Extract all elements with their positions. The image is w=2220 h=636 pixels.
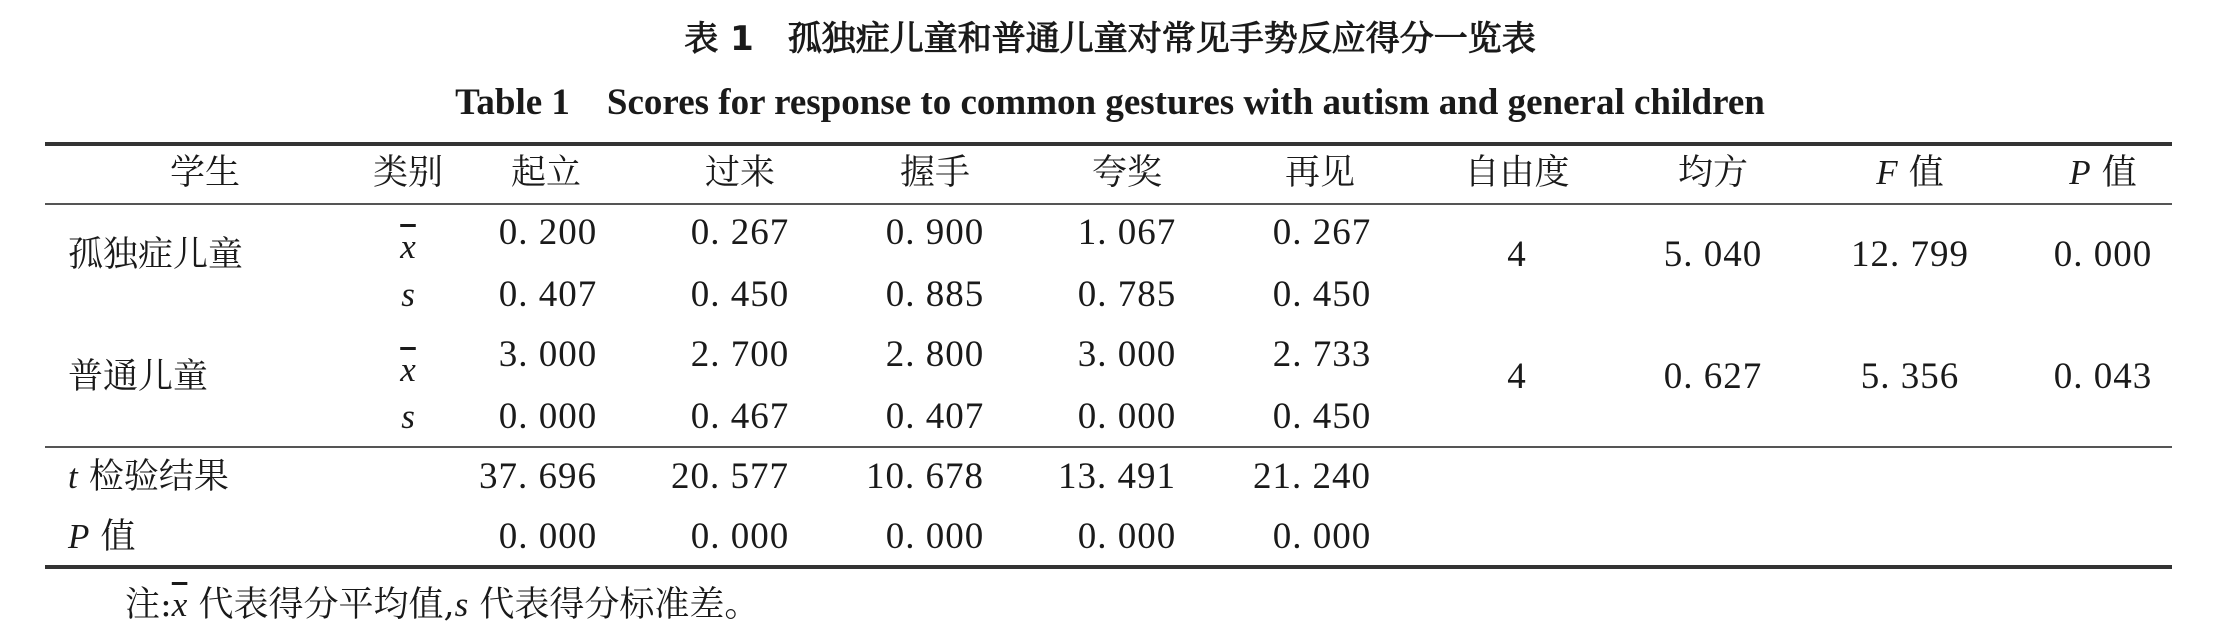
- table-cell: 0. 267: [690, 212, 790, 253]
- table-cell: 2. 800: [885, 334, 985, 375]
- table-cell: 2. 700: [690, 334, 790, 375]
- p-value: 0. 000: [2053, 234, 2153, 275]
- top-rule: [45, 142, 2172, 146]
- table-cell: 0. 000: [885, 516, 985, 557]
- sd-symbol: s: [401, 397, 415, 436]
- table-cell: 0. 900: [885, 212, 985, 253]
- group-rule: [45, 446, 2172, 448]
- note-text-1: 代表得分平均值,: [187, 585, 455, 625]
- table-cell: 37. 696: [479, 456, 597, 497]
- table-cell: 0. 885: [885, 274, 985, 315]
- table-cell: 0. 450: [1272, 274, 1372, 315]
- p-symbol: P: [2069, 153, 2091, 192]
- df-value: 4: [1507, 234, 1527, 275]
- ttest-label-text: 检验结果: [77, 457, 229, 497]
- header-p-value: [2069, 148, 2137, 198]
- df-value: 4: [1507, 356, 1527, 397]
- header-shake-hands: 握手: [899, 153, 971, 193]
- p-symbol: P: [68, 517, 90, 556]
- mean-symbol: $\overline{x}$: [171, 585, 188, 624]
- f-symbol: F: [1876, 153, 1898, 192]
- table-cell: 0. 000: [1077, 396, 1177, 437]
- table-title-chinese: 表 1 孤独症儿童和普通儿童对常见手势反应得分一览表: [684, 19, 1536, 59]
- p-suffix: 值: [2090, 153, 2137, 193]
- table-cell: 21. 240: [1253, 456, 1371, 497]
- header-f-value: [1876, 148, 1944, 198]
- bottom-rule: [45, 565, 2172, 569]
- table-cell: 3. 000: [498, 334, 598, 375]
- pvalue-label-text: 值: [89, 517, 136, 557]
- table-cell: 0. 450: [1272, 396, 1372, 437]
- sd-symbol: s: [454, 585, 469, 624]
- table-cell: 0. 000: [498, 396, 598, 437]
- table-cell: 0. 450: [690, 274, 790, 315]
- table-cell: 0. 000: [1272, 516, 1372, 557]
- table-cell: 3. 000: [1077, 334, 1177, 375]
- ms-value: 5. 040: [1663, 234, 1763, 275]
- header-goodbye: 再见: [1284, 153, 1356, 193]
- table-cell: 0. 467: [690, 396, 790, 437]
- mean-symbol: $\overline{x}$: [400, 350, 416, 389]
- table-cell: 10. 678: [866, 456, 984, 497]
- header-praise: 夸奖: [1091, 153, 1163, 193]
- header-category: 类别: [372, 153, 444, 193]
- t-symbol: t: [68, 457, 78, 496]
- table-cell: 0. 000: [690, 516, 790, 557]
- f-suffix: 值: [1897, 153, 1944, 193]
- table-cell: 2. 733: [1272, 334, 1372, 375]
- table-cell: 0. 000: [498, 516, 598, 557]
- header-stand: 起立: [510, 153, 582, 193]
- table-cell: 0. 000: [1077, 516, 1177, 557]
- table-cell: 0. 407: [885, 396, 985, 437]
- mean-symbol: $\overline{x}$: [400, 227, 416, 266]
- note-prefix: 注:: [125, 585, 172, 625]
- header-rule: [45, 203, 2172, 205]
- sd-symbol: s: [401, 275, 415, 314]
- table-cell: 1. 067: [1077, 212, 1177, 253]
- f-value: 12. 799: [1851, 234, 1969, 275]
- header-student: 学生: [169, 153, 241, 193]
- header-come: 过来: [704, 153, 776, 193]
- ttest-label: [68, 452, 229, 502]
- pvalue-label: [68, 512, 136, 562]
- group-name: 普通儿童: [68, 357, 209, 397]
- note-text-2: 代表得分标准差。: [468, 585, 760, 625]
- table-cell: 0. 785: [1077, 274, 1177, 315]
- header-mean-square: 均方: [1677, 153, 1749, 193]
- header-degrees-of-freedom: 自由度: [1464, 153, 1570, 193]
- table-cell: 0. 200: [498, 212, 598, 253]
- group-name: 孤独症儿童: [68, 235, 244, 275]
- f-value: 5. 356: [1860, 356, 1960, 397]
- table-title-english: Table 1 Scores for response to common gestures with autism and general children: [455, 82, 1765, 123]
- table-cell: 13. 491: [1058, 456, 1176, 497]
- p-value: 0. 043: [2053, 356, 2153, 397]
- table-footnote: [125, 580, 759, 630]
- ms-value: 0. 627: [1663, 356, 1763, 397]
- table-cell: 20. 577: [671, 456, 789, 497]
- table-cell: 0. 407: [498, 274, 598, 315]
- table-cell: 0. 267: [1272, 212, 1372, 253]
